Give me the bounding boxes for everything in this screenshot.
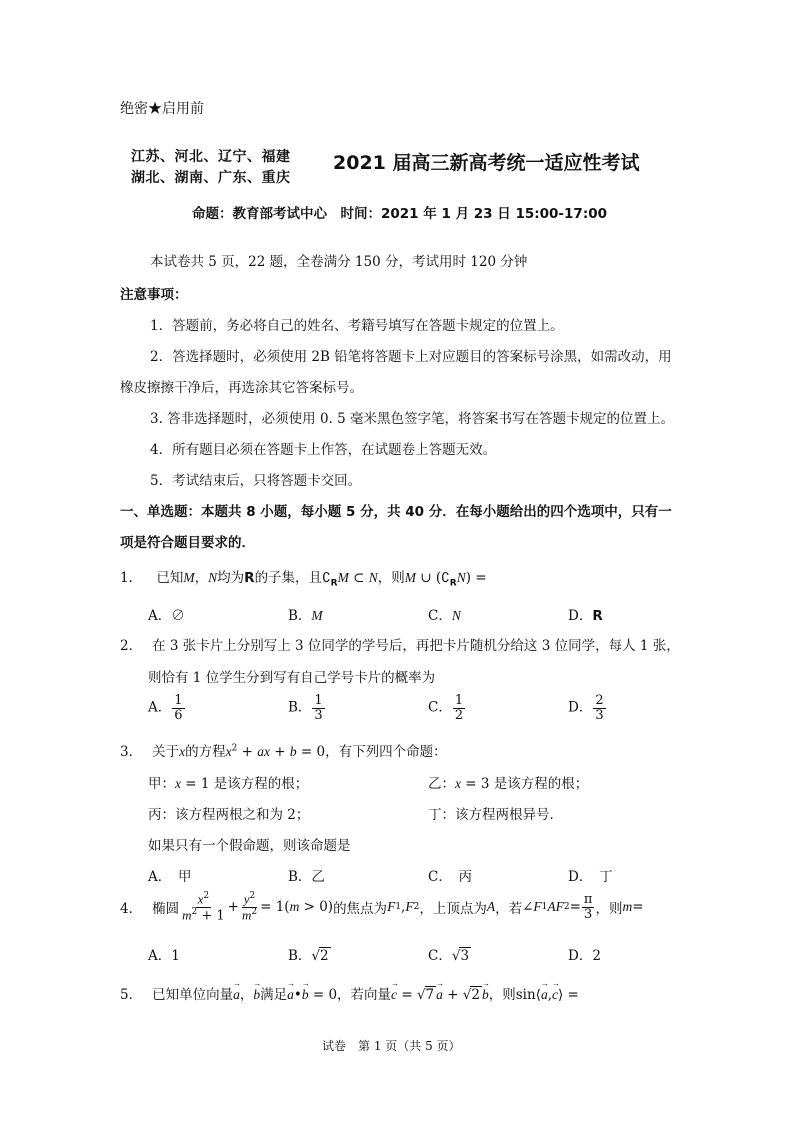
section-heading-line-2: 项是符合题目要求的． [120, 535, 255, 551]
note-item-3: 3. 答非选择题时，必须使用 0. 5 毫米黑色签字笔，将答案书写在答题卡规定的位置上。 [150, 411, 675, 427]
q3-proposition-jia: 甲：x = 1 是该方程的根； [148, 776, 309, 792]
confidential-label: 绝密★启用前 [120, 101, 204, 117]
q1-option-d: D．R [568, 608, 603, 624]
q3-proposition-ding: 丁：该方程两根异号． [428, 807, 563, 823]
q3-closing: 如果只有一个假命题，则该命题是 [148, 838, 351, 854]
q3-proposition-bing: 丙：该方程两根之和为 2； [148, 807, 310, 823]
q2-option-a: A． $\frac{1}{6}$ [148, 693, 183, 723]
note-item-2-cont: 橡皮擦擦干净后，再选涂其它答案标号。 [120, 380, 363, 396]
q3-option-b: B．乙 [288, 869, 325, 885]
page-footer: 试卷 第 1 页（共 5 页） [322, 1039, 461, 1053]
question-3-stem: 3． 关于x的方程$x^2$ + ax + b = 0，有下列四个命题： [120, 743, 447, 760]
question-2-line-1: 2． 在 3 张卡片上分别写上 3 位同学的学号后，再把卡片随机分给这 3 位同学，每人 1 张， [120, 638, 680, 654]
exam-meta: 命题：教育部考试中心 时间：2021 年 1 月 23 日 15:00-17:00 [192, 206, 607, 222]
provinces-line-2: 湖北、湖南、广东、重庆 [131, 170, 291, 186]
q4-option-d: D．2 [568, 948, 601, 964]
notes-heading: 注意事项： [120, 287, 188, 303]
q4-option-a: A．1 [148, 948, 180, 964]
q3-option-c: C． 丙 [428, 869, 473, 885]
provinces-line-1: 江苏、河北、辽宁、福建 [131, 149, 291, 165]
note-item-5: 5．考试结束后，只将答题卡交回。 [150, 473, 362, 489]
question-4-stem: 4． 椭圆 $\frac{x^2}{m^2 + 1}$ + $\frac{y^2}{m^2}$ = 1(m > 0) 的焦点为 F 1 , F 2 ，上顶点为 A ，若 ∠ F 1 AF 2 = $\frac{\pi}{3}$ ，则 m = [120, 891, 644, 924]
note-item-2: 2．答选择题时，必须使用 2B 铅笔将答题卡上对应题目的答案标号涂黑，如需改动，用 [150, 349, 672, 365]
note-item-4: 4．所有题目必须在答题卡上作答，在试题卷上答题无效。 [150, 442, 497, 458]
q3-option-d: D． 丁 [568, 869, 613, 885]
q4-option-c: C．√3 [428, 948, 470, 964]
q1-option-a: A．∅ [148, 608, 185, 624]
q4-option-b: B．√2 [288, 948, 329, 964]
section-heading-line-1: 一、单选题：本题共 8 小题，每小题 5 分，共 40 分．在每小题给出的四个选项中，只有一 [120, 504, 672, 520]
q3-proposition-yi: 乙：x = 3 是该方程的根； [428, 776, 589, 792]
q1-option-b: B．M [288, 608, 323, 624]
question-2-line-2: 则恰有 1 位学生分到写有自己学号卡片的概率为 [148, 670, 436, 686]
q2-option-c: C． $\frac{1}{2}$ [428, 693, 464, 723]
question-5-stem: 5． 已知单位向量→ a，→ b满足→ a•→ b = 0，若向量→ c = √7→ a + √2→ b，则sin⟨→ a,→ c⟩ = [120, 983, 579, 1003]
question-number: 1． [120, 570, 143, 586]
exam-title: 2021 届高三新高考统一适应性考试 [333, 152, 640, 174]
q2-option-b: B． $\frac{1}{3}$ [288, 693, 323, 723]
note-item-1: 1．答题前，务必将自己的姓名、考籍号填写在答题卡规定的位置上。 [150, 318, 564, 334]
question-1-stem: 1． 已知M，N均为R的子集，且$∁_RM$ ⊂ N，则M ∪ $(∁_RN)$ = [120, 570, 487, 589]
q2-option-d: D． $\frac{2}{3}$ [568, 693, 604, 723]
q3-option-a: A． 甲 [148, 869, 192, 885]
q1-option-c: C．N [428, 608, 461, 624]
intro-text: 本试卷共 5 页，22 题，全卷满分 150 分，考试用时 120 分钟 [150, 254, 528, 270]
